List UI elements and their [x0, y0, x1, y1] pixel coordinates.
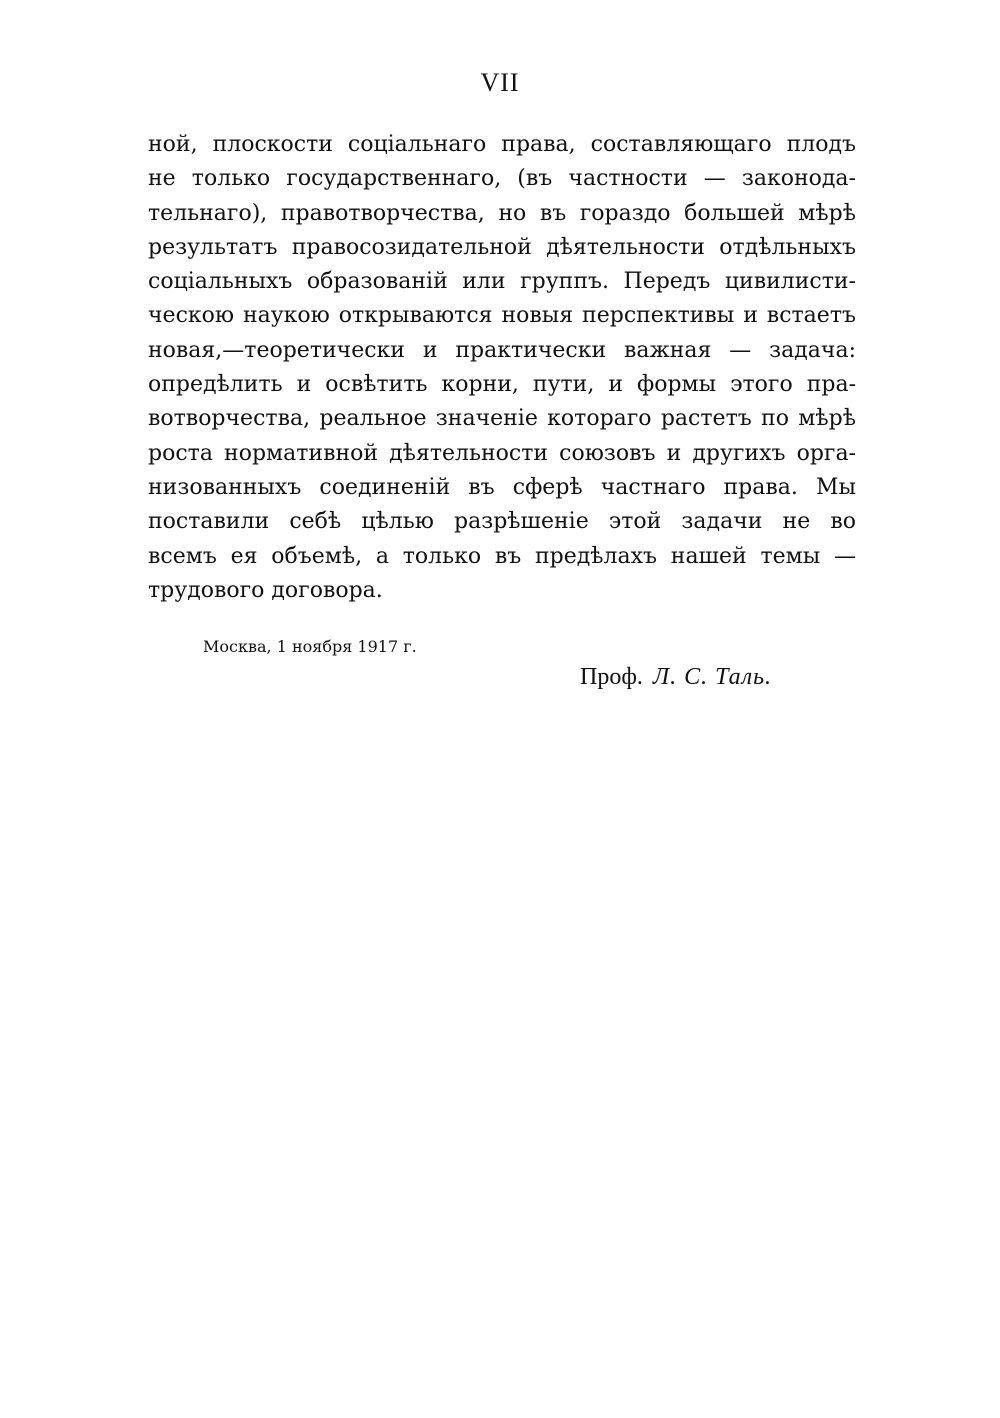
text-line: не только государственнаго, (въ частности — законода- [148, 166, 856, 192]
text-line: тельнаго), правотворчества, но въ гораздо большей мѣрѣ [148, 200, 856, 226]
text-line: трудового договора. [148, 577, 383, 603]
author-name: Л. С. Таль. [652, 664, 773, 690]
author-signature [580, 664, 772, 691]
text-line: поставили себѣ цѣлью разрѣшеніе этой задачи не во [148, 509, 856, 535]
text-line: соціальныхъ образованій или группъ. Передъ цивилисти- [148, 269, 856, 295]
place-date-line: Москва, 1 ноября 1917 г. [203, 637, 417, 656]
text-line: ческою наукою открываются новыя перспективы и встаетъ [148, 303, 856, 329]
text-line: роста нормативной дѣятельности союзовъ и другихъ орга- [148, 440, 856, 466]
text-line: всемъ ея объемѣ, а только въ предѣлахъ нашей темы — [148, 543, 856, 569]
body-paragraph [148, 128, 856, 608]
text-line: результатъ правосозидательной дѣятельности отдѣльныхъ [148, 234, 856, 260]
text-line: вотворчества, реальное значеніе котораго растетъ по мѣрѣ [148, 406, 856, 432]
page-number: VII [480, 68, 520, 97]
author-title: Проф. [580, 664, 643, 690]
text-line: ной, плоскости соціальнаго права, составляющаго плодъ [148, 132, 856, 157]
text-line: новая,—теоретически и практически важная — задача: [148, 337, 856, 363]
text-line: опредѣлить и освѣтить корни, пути, и формы этого пра- [148, 372, 856, 398]
text-line: низованныхъ соединеній въ сферѣ частнаго права. Мы [148, 474, 856, 500]
